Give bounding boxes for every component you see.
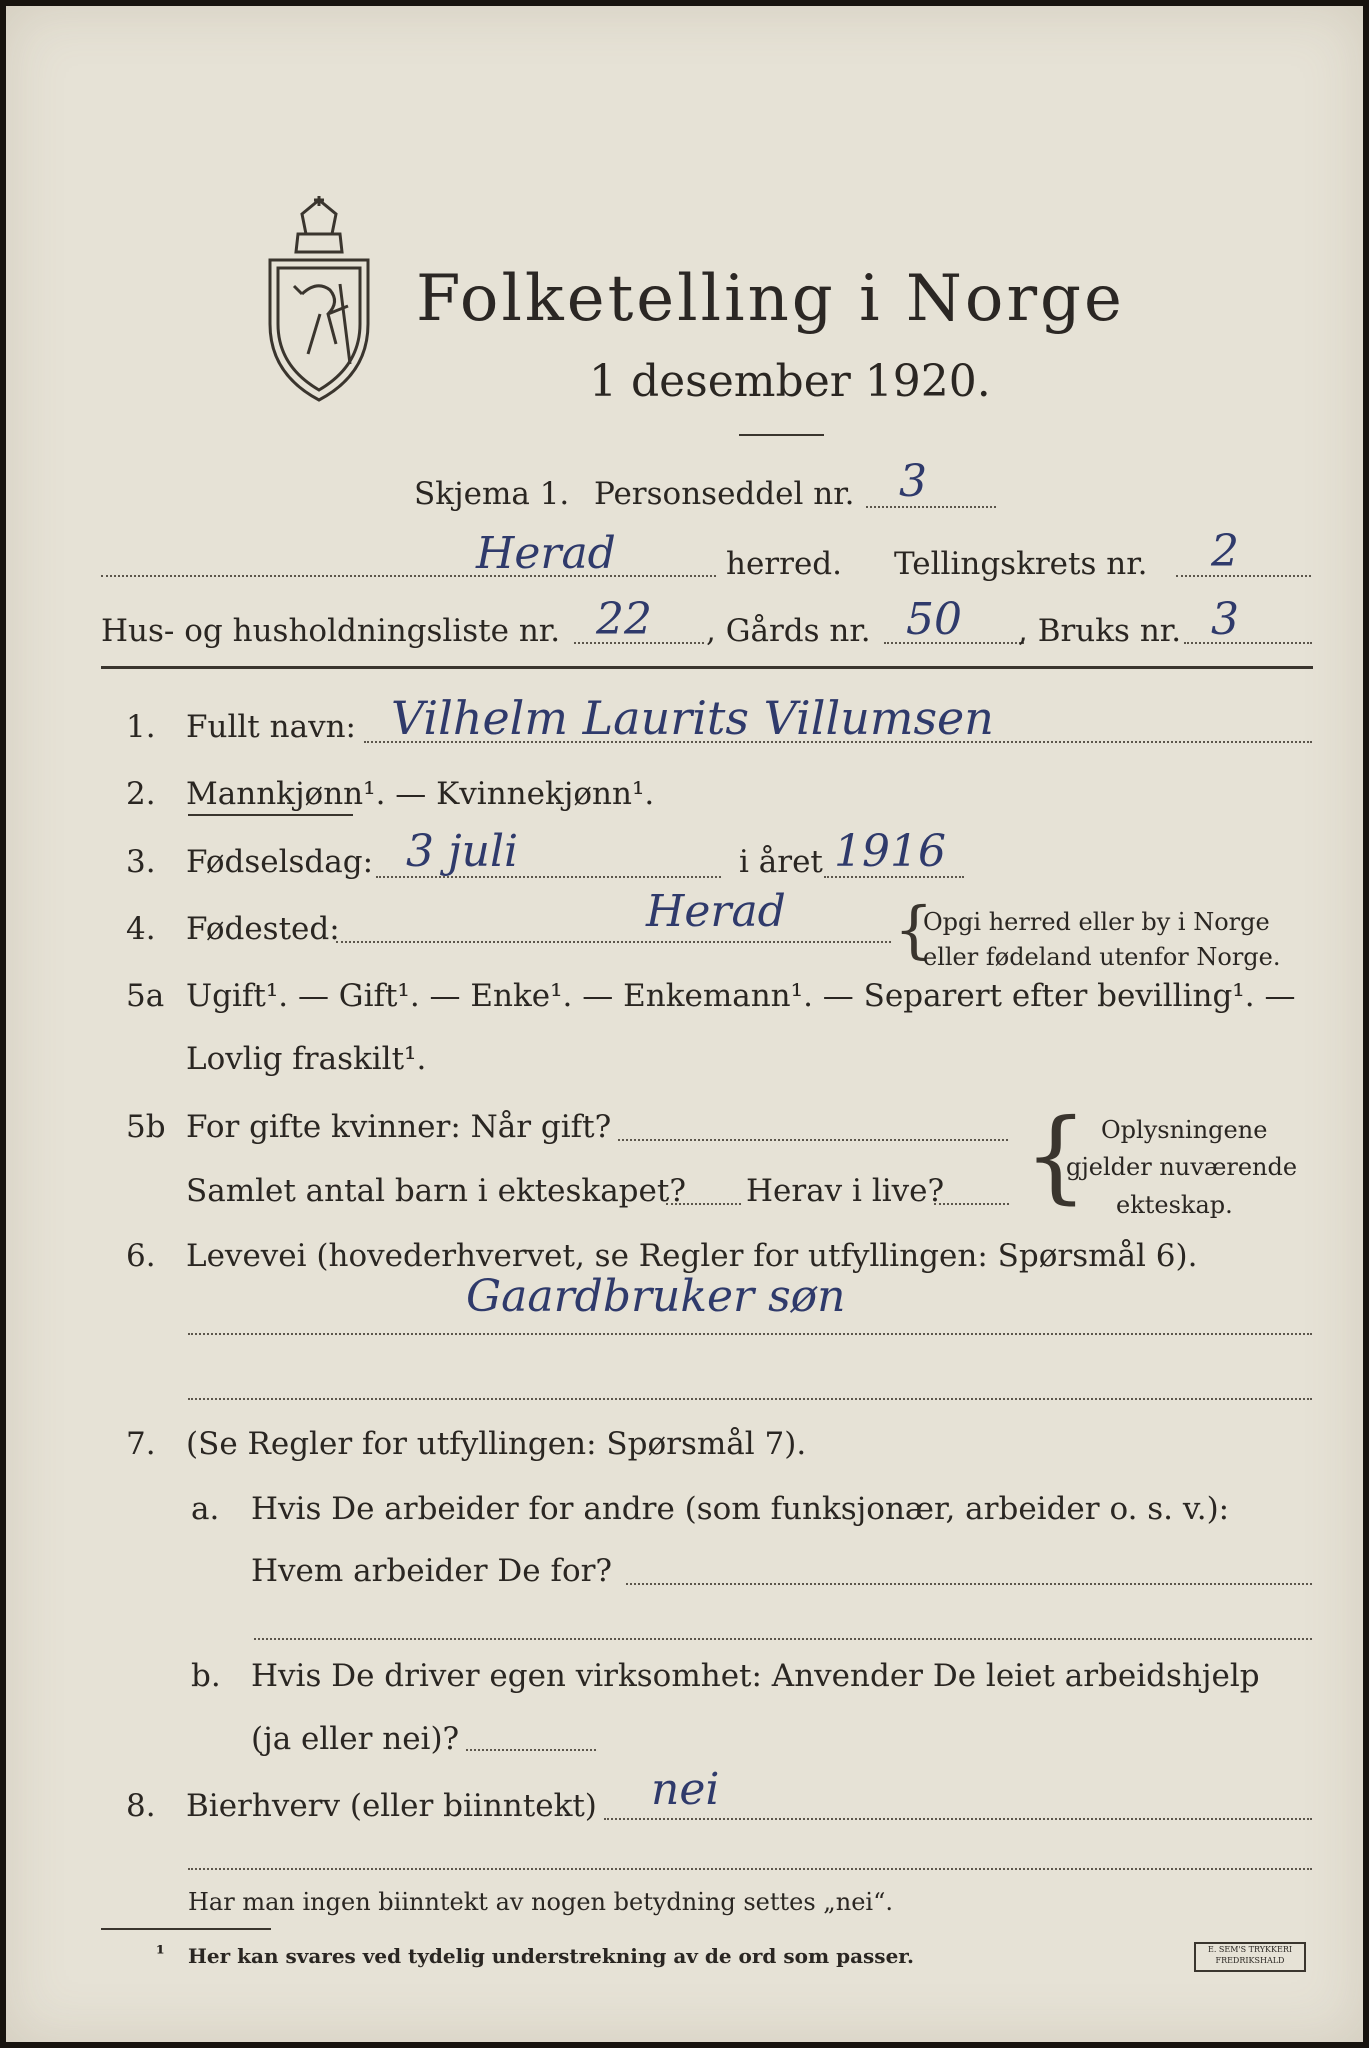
q5b-note-line2: gjelder nuværende: [1066, 1153, 1298, 1181]
herred-value: Herad: [476, 528, 616, 579]
occupation-value: Gaardbruker søn: [466, 1271, 846, 1322]
q5b-line1: For gifte kvinner: Når gift?: [186, 1109, 612, 1145]
hus-value: 22: [596, 594, 652, 645]
footnote-mark: ¹: [156, 1941, 165, 1965]
income-note: Har man ingen biinntekt av nogen betydning settes „nei“.: [188, 1888, 893, 1916]
q6-number: 6.: [126, 1238, 156, 1274]
printer-stamp: [1194, 1942, 1306, 1972]
q5b-line2a: Samlet antal barn i ekteskapet?: [186, 1173, 686, 1209]
q8-dots: [604, 1818, 1312, 1820]
personseddel-value: 3: [899, 456, 927, 507]
q8-dots-2: [188, 1868, 1312, 1870]
q3-number: 3.: [126, 844, 156, 880]
personseddel-dots: [866, 506, 996, 508]
q5b-line2b-dots: [934, 1203, 1009, 1205]
hus-label: Hus- og husholdningsliste nr.: [101, 613, 561, 649]
footnote-divider: [101, 1928, 271, 1930]
q8-number: 8.: [126, 1788, 156, 1824]
q7a-dots-1: [626, 1583, 1312, 1585]
bruks-dots: [1184, 642, 1312, 644]
q6-dots-1: [188, 1333, 1312, 1335]
q7b-line2: (ja eller nei)?: [251, 1721, 460, 1757]
herred-label: herred.: [726, 546, 842, 582]
q6-label: Levevei (hovederhvervet, se Regler for utfyllingen: Spørsmål 6).: [186, 1238, 1198, 1274]
q4-dots: [336, 941, 891, 943]
bruks-label: , Bruks nr.: [1018, 613, 1182, 649]
q4-label: Fødested:: [186, 911, 340, 947]
herred-dots: [101, 575, 716, 577]
tellingskrets-label: Tellingskrets nr.: [894, 546, 1148, 582]
q8-label: Bierhverv (eller biinntekt): [186, 1788, 597, 1824]
q5b-brace: {: [1024, 1097, 1088, 1214]
birthplace-value: Herad: [646, 886, 786, 937]
gender-options: Mannkjønn¹. — Kvinnekjønn¹.: [186, 776, 655, 812]
side-income-value: nei: [651, 1764, 720, 1815]
q5b-line1-dots: [618, 1139, 1008, 1141]
q7b-line1: Hvis De driver egen virksomhet: Anvender De leiet arbeidshjelp: [251, 1658, 1260, 1694]
tellingskrets-dots: [1176, 575, 1311, 577]
q7b-letter: b.: [191, 1658, 221, 1694]
gards-label: , Gårds nr.: [706, 613, 871, 649]
birthday-value: 3 juli: [406, 826, 519, 877]
birth-year-value: 1916: [834, 826, 946, 877]
header-divider: [101, 666, 1313, 669]
tellingskrets-value: 2: [1211, 526, 1239, 577]
form-title: Folketelling i Norge: [416, 262, 1125, 336]
q4-note-line2: eller fødeland utenfor Norge.: [923, 943, 1281, 971]
skjema-label: Skjema 1.: [414, 476, 570, 512]
census-date: 1 desember 1920.: [589, 356, 991, 407]
q2-number: 2.: [126, 776, 156, 812]
q5b-line2b: Herav i live?: [746, 1173, 945, 1209]
q1-number: 1.: [126, 709, 156, 745]
footnote-text: Her kan svares ved tydelig understrekning av de ord som passer.: [188, 1944, 914, 1968]
q7a-letter: a.: [191, 1491, 220, 1527]
q7-number: 7.: [126, 1426, 156, 1462]
q7a-dots-2: [254, 1638, 1312, 1640]
q7a-line1: Hvis De arbeider for andre (som funksjonær, arbeider o. s. v.):: [251, 1491, 1230, 1527]
marital-status-options-line2: Lovlig fraskilt¹.: [186, 1041, 427, 1077]
gender-underline: [188, 814, 353, 816]
year-label: i året: [739, 844, 823, 880]
personseddel-label: Personseddel nr.: [594, 476, 855, 512]
q5a-number: 5a: [126, 978, 165, 1014]
marital-status-options: Ugift¹. — Gift¹. — Enke¹. — Enkemann¹. — Separert efter bevilling¹. —: [186, 978, 1296, 1014]
q1-label: Fullt navn:: [186, 709, 356, 745]
gards-value: 50: [906, 594, 962, 645]
q5b-line2a-dots: [666, 1203, 741, 1205]
q5b-note-line1: Oplysningene: [1101, 1116, 1268, 1144]
q6-dots-2: [188, 1398, 1312, 1400]
q4-number: 4.: [126, 911, 156, 947]
q4-brace: {: [894, 893, 934, 966]
q4-note-line1: Opgi herred eller by i Norge: [923, 908, 1270, 936]
full-name-value: Vilhelm Laurits Villumsen: [391, 691, 994, 745]
census-form: [6, 6, 1363, 2042]
q7-label: (Se Regler for utfyllingen: Spørsmål 7).: [186, 1426, 807, 1462]
q7b-dots: [466, 1749, 596, 1751]
q5b-note-line3: ekteskap.: [1116, 1191, 1233, 1219]
title-divider: [739, 434, 824, 436]
coat-of-arms-emblem: [262, 194, 377, 404]
q7a-line2: Hvem arbeider De for?: [251, 1553, 613, 1589]
q5b-number: 5b: [126, 1109, 166, 1145]
printer-stamp-text: E. SEM'S TRYKKERI FREDRIKSHALD: [1207, 1945, 1293, 1965]
bruks-value: 3: [1211, 594, 1239, 645]
q3-label: Fødselsdag:: [186, 844, 374, 880]
